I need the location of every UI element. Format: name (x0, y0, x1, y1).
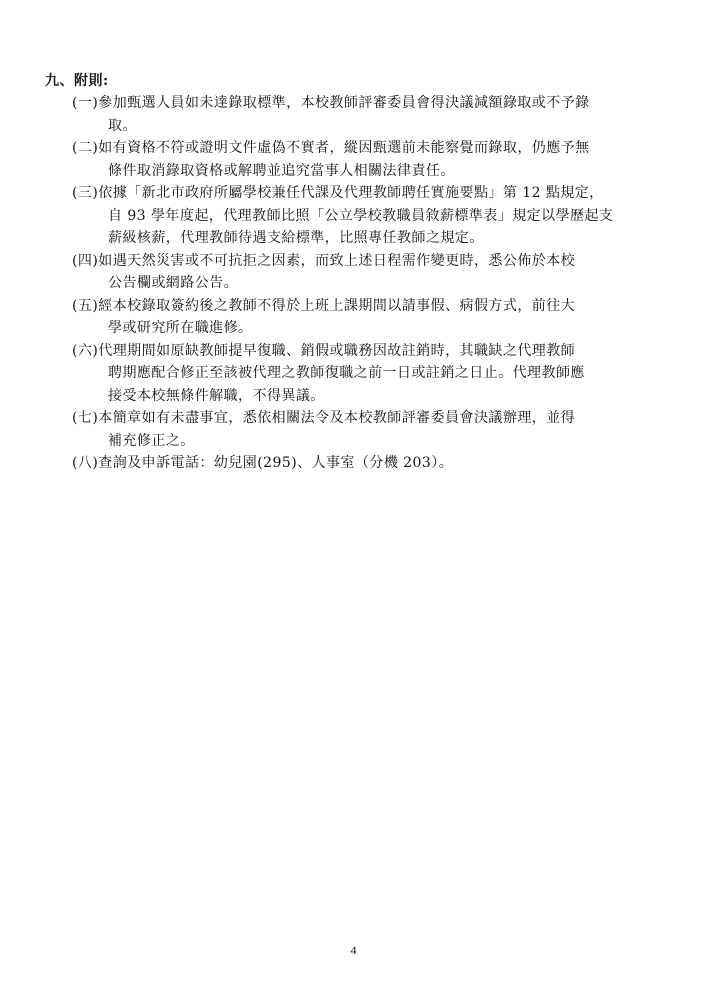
appendix-item-2 (72, 137, 664, 182)
item-4-line-2: 公告欄或網路公告。 (108, 275, 239, 291)
item-5-line-1: (五)經本校錄取簽約後之教師不得於上班上課期間以請事假、病假方式，前往大 (72, 297, 576, 314)
appendix-item-3 (72, 182, 664, 250)
appendix-item-7 (72, 407, 664, 452)
item-3-line-2: 自 93 學年度起，代理教師比照「公立學校教職員敘薪標準表」規定以學歷起支 (108, 207, 614, 224)
page-number: 4 (350, 943, 357, 957)
item-6-line-1: (六)代理期間如原缺教師提早復職、銷假或職務因故註銷時，其職缺之代理教師 (72, 342, 576, 359)
item-1-line-2: 取。 (108, 117, 137, 134)
item-1-line-1: (一)參加甄選人員如未達錄取標準，本校教師評審委員會得決議減額錄取或不予錄 (72, 95, 590, 111)
appendix-item-8 (72, 452, 664, 475)
item-3-line-3: 薪級核薪，代理教師待遇支給標準，比照專任教師之規定。 (108, 230, 484, 246)
item-2-line-2: 條件取消錄取資格或解聘並追究當事人相關法律責任。 (108, 162, 455, 179)
item-7-line-2: 補充修正之。 (108, 432, 195, 449)
item-7-line-1: (七)本簡章如有未盡事宜，悉依相關法令及本校教師評審委員會決議辦理，並得 (72, 410, 576, 426)
item-6-line-2: 聘期應配合修正至該被代理之教師復職之前一日或註銷之日止。代理教師應 (108, 365, 585, 381)
item-2-line-1: (二)如有資格不符或證明文件虛偽不實者，縱因甄選前未能察覺而錄取，仍應予無 (72, 140, 590, 156)
item-5-line-2: 學或研究所在職進修。 (108, 320, 253, 336)
item-3-line-1: (三)依據「新北市政府所屬學校兼任代課及代理教師聘任實施要點」第 12 點規定， (72, 185, 604, 201)
appendix-item-6 (72, 340, 664, 408)
appendix-items-list (72, 92, 664, 475)
section-title: 九、附則: (45, 73, 109, 89)
item-8-line-1: (八)查詢及申訴電話：幼兒園(295)、人事室（分機 203）。 (72, 455, 454, 471)
item-4-line-1: (四)如遇天然災害或不可抗拒之因素，而致上述日程需作變更時，悉公佈於本校 (72, 252, 576, 269)
appendix-item-5 (72, 295, 664, 340)
appendix-item-1 (72, 92, 664, 137)
appendix-item-4 (72, 250, 664, 295)
item-6-line-3: 接受本校無條件解職，不得異議。 (108, 387, 325, 404)
